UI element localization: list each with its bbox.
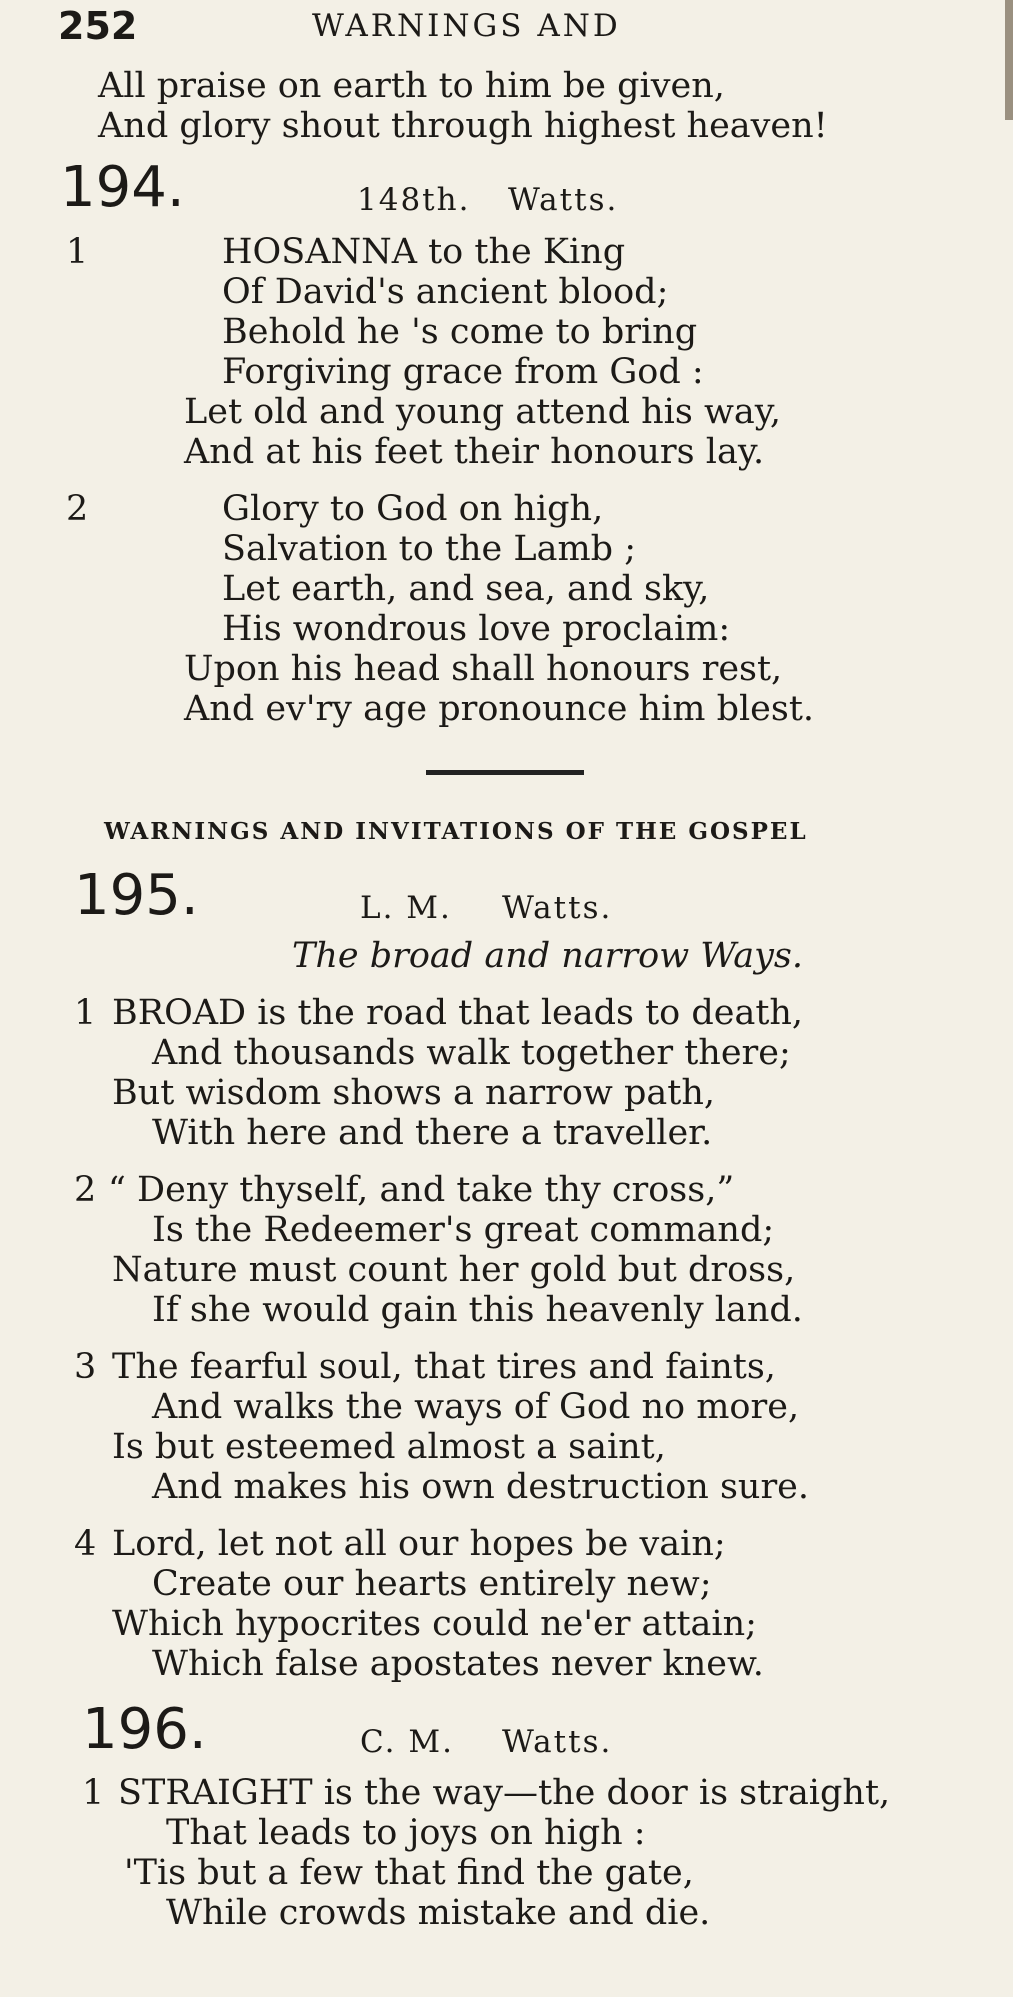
verse-number: 1 <box>82 1773 105 1813</box>
verse-line: Is but esteemed almost a saint, <box>112 1427 666 1467</box>
verse-line: 'Tis but a few that find the gate, <box>124 1853 694 1893</box>
verse-line: The fearful soul, that tires and faints, <box>112 1347 776 1387</box>
verse-line: And at his feet their honours lay. <box>184 432 765 472</box>
hymn-meter: 148th. <box>357 182 471 218</box>
verse-line: “ Deny thyself, and take thy cross,” <box>108 1170 735 1210</box>
intro-line: And glory shout through highest heaven! <box>98 106 828 146</box>
verse-line: If she would gain this heavenly land. <box>152 1290 803 1330</box>
verse-number: 2 <box>74 1170 97 1210</box>
intro-line: All praise on earth to him be given, <box>98 66 725 106</box>
verse-line: Nature must count her gold but dross, <box>112 1250 796 1290</box>
verse-line: Glory to God on high, <box>222 489 604 529</box>
verse-line: But wisdom shows a narrow path, <box>112 1073 715 1113</box>
verse-line: Let earth, and sea, and sky, <box>222 569 710 609</box>
verse-line: Is the Redeemer's great command; <box>152 1210 775 1250</box>
verse-line: Which false apostates never knew. <box>152 1644 764 1684</box>
verse-line: Lord, let not all our hopes be vain; <box>112 1524 726 1564</box>
verse-line: Behold he 's come to bring <box>222 312 698 352</box>
verse-line: Which hypocrites could ne'er attain; <box>112 1604 757 1644</box>
verse-line: And walks the ways of God no more, <box>152 1387 800 1427</box>
hymn-author: Watts. <box>502 1724 613 1760</box>
verse-number: 4 <box>74 1524 97 1564</box>
hymn-number-195: 195. <box>74 863 199 928</box>
verse-line: BROAD is the road that leads to death, <box>112 993 804 1033</box>
hymn-meter: C. M. <box>360 1724 454 1760</box>
section-divider <box>426 770 584 775</box>
verse-line: Forgiving grace from God : <box>222 352 704 392</box>
verse-line: STRAIGHT is the way—the door is straight, <box>118 1773 891 1813</box>
verse-line: Of David's ancient blood; <box>222 272 669 312</box>
verse-line: His wondrous love proclaim: <box>222 609 731 649</box>
hymn-author: Watts. <box>502 890 613 926</box>
verse-number: 1 <box>66 232 89 272</box>
page-edge-shadow <box>1005 0 1013 120</box>
hymn-number-196: 196. <box>82 1697 207 1762</box>
verse-line: And makes his own destruction sure. <box>152 1467 810 1507</box>
hymn-meter: L. M. <box>360 890 452 926</box>
verse-number: 1 <box>74 993 97 1033</box>
verse-line: With here and there a traveller. <box>152 1113 713 1153</box>
verse-number: 2 <box>66 489 89 529</box>
verse-line: HOSANNA to the King <box>222 232 626 272</box>
verse-line: Create our hearts entirely new; <box>152 1564 712 1604</box>
hymn-number-194: 194. <box>60 155 185 220</box>
verse-number: 3 <box>74 1347 97 1387</box>
verse-line: While crowds mistake and die. <box>166 1893 711 1933</box>
page-number: 252 <box>58 4 138 48</box>
verse-line: Upon his head shall honours rest, <box>184 649 783 689</box>
verse-line: And ev'ry age pronounce him blest. <box>184 689 815 729</box>
verse-line: Salvation to the Lamb ; <box>222 529 637 569</box>
verse-line: That leads to joys on high : <box>166 1813 646 1853</box>
section-title: WARNINGS AND INVITATIONS OF THE GOSPEL <box>104 818 808 845</box>
running-title: WARNINGS AND <box>312 8 621 44</box>
verse-line: Let old and young attend his way, <box>184 392 782 432</box>
hymn-subtitle: The broad and narrow Ways. <box>292 936 803 976</box>
hymn-author: Watts. <box>508 182 619 218</box>
verse-line: And thousands walk together there; <box>152 1033 791 1073</box>
